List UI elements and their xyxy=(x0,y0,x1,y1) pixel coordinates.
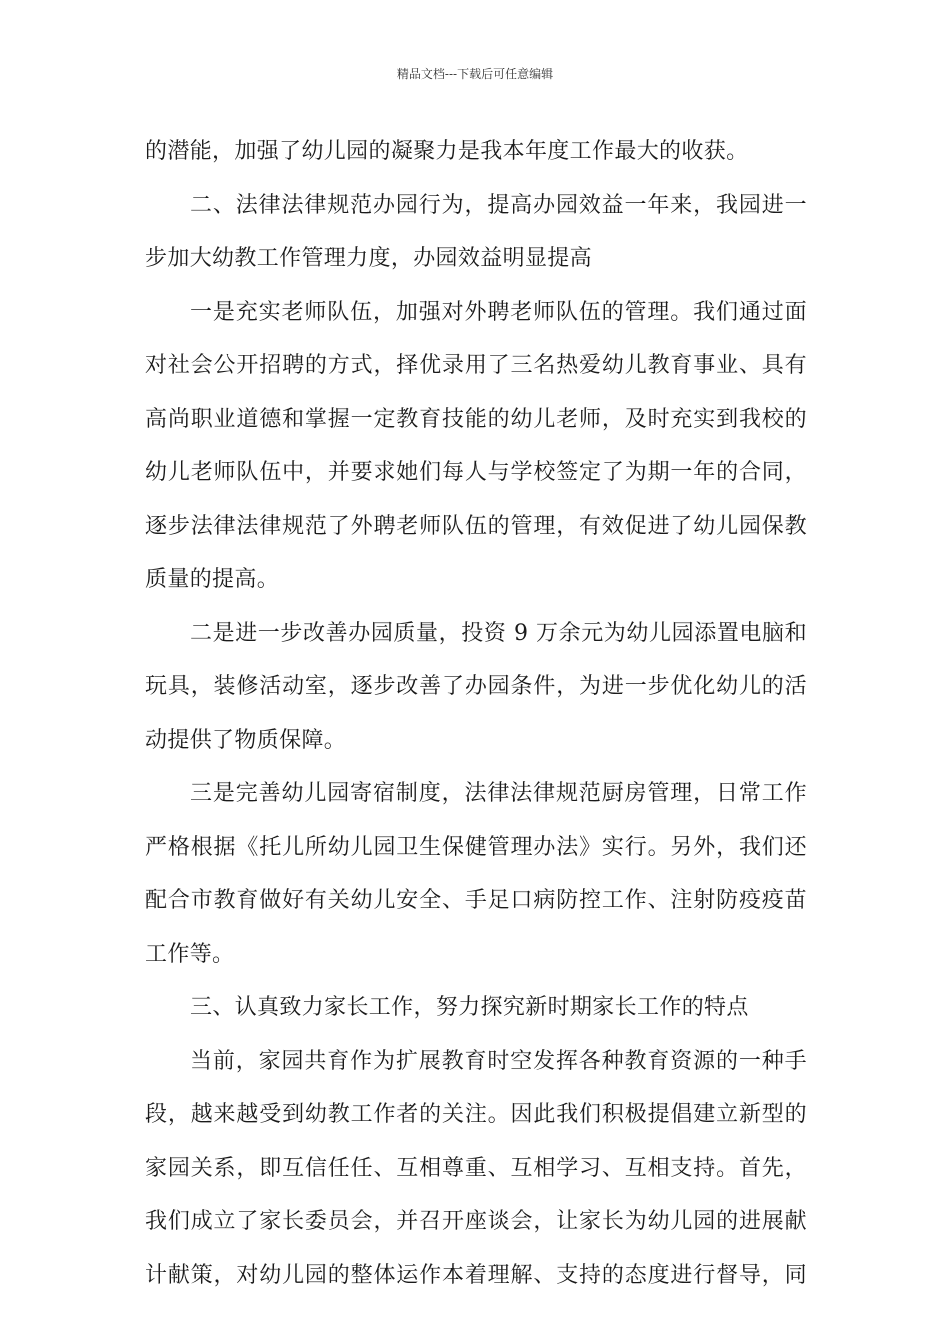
text-line: 三、认真致力家长工作，努力探究新时期家长工作的特点 xyxy=(190,995,749,1020)
text-line: 配合市教育做好有关幼儿安全、手足口病防控工作、注射防疫疫苗 xyxy=(145,888,807,913)
text-line: 质量的提高。 xyxy=(145,567,280,592)
text-line: 计献策，对幼儿园的整体运作本着理解、支持的态度进行督导，同 xyxy=(145,1262,807,1288)
text-line: 二是进一步改善办园质量，投资 9 万余元为幼儿园添置电脑和 xyxy=(190,620,807,646)
text-line: 一是充实老师队伍，加强对外聘老师队伍的管理。我们通过面 xyxy=(190,299,807,325)
text-line: 高尚职业道德和掌握一定教育技能的幼儿老师，及时充实到我校的 xyxy=(145,406,807,432)
text-line: 动提供了物质保障。 xyxy=(145,727,347,753)
text-line: 步加大幼教工作管理力度，办园效益明显提高 xyxy=(145,246,593,271)
text-line: 二、法律法律规范办园行为，提高办园效益一年来，我园进一 xyxy=(190,192,807,218)
page-header: 精品文档---下载后可任意编辑 xyxy=(396,67,554,81)
text-line: 的潜能，加强了幼儿园的凝聚力是我本年度工作最大的收获。 xyxy=(145,139,749,164)
text-line: 逐步法律法律规范了外聘老师队伍的管理，有效促进了幼儿园保教 xyxy=(145,513,807,539)
document-body xyxy=(145,132,807,1309)
text-line: 我们成立了家长委员会，并召开座谈会，让家长为幼儿园的进展献 xyxy=(145,1209,807,1234)
text-line: 工作等。 xyxy=(145,941,235,967)
text-line: 玩具，装修活动室，逐步改善了办园条件，为进一步优化幼儿的活 xyxy=(145,674,807,699)
text-line: 当前，家园共育作为扩展教育时空发挥各种教育资源的一种手 xyxy=(190,1048,807,1074)
text-line: 对社会公开招聘的方式，择优录用了三名热爱幼儿教育事业、具有 xyxy=(145,353,807,378)
text-line: 家园关系，即互信任任、互相尊重、互相学习、互相支持。首先， xyxy=(145,1155,807,1181)
text-line: 严格根据《托儿所幼儿园卫生保健管理办法》实行。另外，我们还 xyxy=(145,834,807,860)
text-line: 三是完善幼儿园寄宿制度，法律法律规范厨房管理，日常工作 xyxy=(190,781,807,806)
text-line: 段，越来越受到幼教工作者的关注。因此我们积极提倡建立新型的 xyxy=(145,1102,807,1127)
text-line: 幼儿老师队伍中，并要求她们每人与学校签定了为期一年的合同， xyxy=(145,460,807,485)
